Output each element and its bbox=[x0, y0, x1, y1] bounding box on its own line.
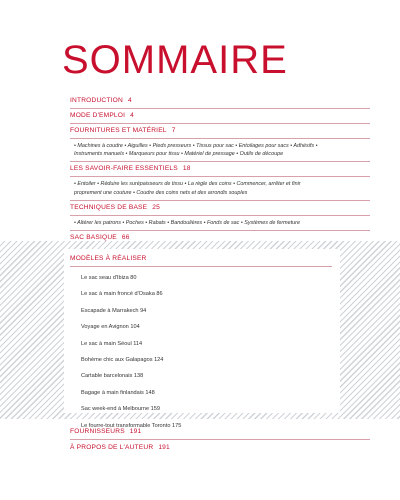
toc-entry-mode-emploi[interactable] bbox=[70, 112, 370, 120]
toc-subentries-savoir-faire bbox=[70, 180, 370, 196]
toc-page-number: 66 bbox=[121, 234, 130, 242]
projects-heading[interactable]: MODÈLES À RÉALISER bbox=[70, 255, 147, 262]
toc-entry-auteur[interactable] bbox=[70, 443, 370, 452]
table-of-contents bbox=[70, 97, 370, 242]
toc-entry-fournisseurs[interactable] bbox=[70, 427, 370, 436]
toc-entry-introduction[interactable] bbox=[70, 97, 370, 105]
toc-subentry-line: Instruments manuels • Marqueurs pour tissu • Matériel de pressage • Outils de découpe bbox=[74, 151, 284, 158]
projects-list bbox=[81, 274, 181, 438]
toc-label: À PROPOS DE L'AUTEUR bbox=[70, 444, 154, 451]
divider bbox=[70, 161, 370, 162]
project-item[interactable]: Le sac à main Séoul 114 bbox=[81, 340, 143, 347]
divider bbox=[70, 200, 370, 201]
toc-label: MODE D'EMPLOI bbox=[70, 112, 126, 119]
toc-appendix bbox=[70, 427, 370, 452]
project-item[interactable]: Le sac à main froncé d'Osaka 86 bbox=[81, 291, 163, 298]
toc-subentry-line: proprement une couture • Coudre des coins nets et des arrondis souples bbox=[74, 189, 248, 196]
toc-subentries-techniques bbox=[70, 219, 370, 227]
toc-page-number: 191 bbox=[129, 428, 142, 435]
divider bbox=[70, 138, 370, 139]
toc-entry-fournitures[interactable] bbox=[70, 127, 370, 135]
toc-label: FOURNITURES ET MATÉRIEL bbox=[70, 127, 167, 134]
divider bbox=[70, 266, 332, 267]
project-item[interactable]: Le sac seau d'Ibiza 80 bbox=[81, 275, 137, 281]
toc-subentry-line: • Altérer les patrons • Poches • Rabats • Bandoulières • Fonds de sac • Systèmes de fermeture bbox=[74, 219, 300, 226]
toc-page-number: 191 bbox=[158, 444, 170, 451]
toc-page-number: 18 bbox=[182, 165, 191, 173]
project-item[interactable]: Sac week-end à Melbourne 159 bbox=[81, 406, 160, 413]
divider bbox=[70, 230, 370, 231]
toc-page-number: 4 bbox=[130, 112, 135, 119]
toc-label: SAC BASIQUE bbox=[70, 234, 117, 242]
project-item[interactable]: Le fourre-tout transformable Toronto 175 bbox=[81, 422, 182, 429]
divider bbox=[70, 215, 370, 216]
divider bbox=[70, 176, 370, 177]
toc-subentries-fournitures bbox=[70, 142, 370, 158]
toc-entry-techniques[interactable] bbox=[70, 204, 370, 212]
projects-card bbox=[64, 249, 340, 429]
project-item[interactable]: Bohème chic aux Galapagos 124 bbox=[81, 356, 164, 363]
toc-label: TECHNIQUES DE BASE bbox=[70, 203, 148, 211]
toc-page-number: 25 bbox=[152, 203, 160, 211]
project-item[interactable]: Escapade à Marrakech 94 bbox=[81, 307, 147, 314]
toc-subentry-line: • Entoiler • Réduire les surépaisseurs de tissu • La règle des coins • Commencer, arrêter et finir bbox=[74, 181, 301, 188]
toc-label: LES SAVOIR-FAIRE ESSENTIELS bbox=[70, 165, 178, 173]
divider bbox=[70, 439, 370, 440]
toc-page-number: 7 bbox=[171, 127, 176, 134]
toc-label: FOURNISSEURS bbox=[70, 428, 125, 435]
toc-page-number: 4 bbox=[127, 97, 132, 104]
page-title: SOMMAIRE bbox=[62, 38, 288, 82]
toc-entry-savoir-faire[interactable] bbox=[70, 165, 370, 173]
divider bbox=[70, 108, 370, 109]
divider bbox=[70, 123, 370, 124]
project-item[interactable]: Cartable barcelonais 138 bbox=[81, 373, 144, 380]
project-item[interactable]: Voyage en Avignon 104 bbox=[81, 324, 140, 331]
toc-label: INTRODUCTION bbox=[70, 97, 123, 104]
toc-subentry-line: • Machines à coudre • Aiguilles • Pieds presseurs • Tissus pour sac • Entoilages pour sacs • Adhésifs • bbox=[74, 143, 318, 149]
project-item[interactable]: Bagage à main finlandais 148 bbox=[81, 389, 155, 396]
